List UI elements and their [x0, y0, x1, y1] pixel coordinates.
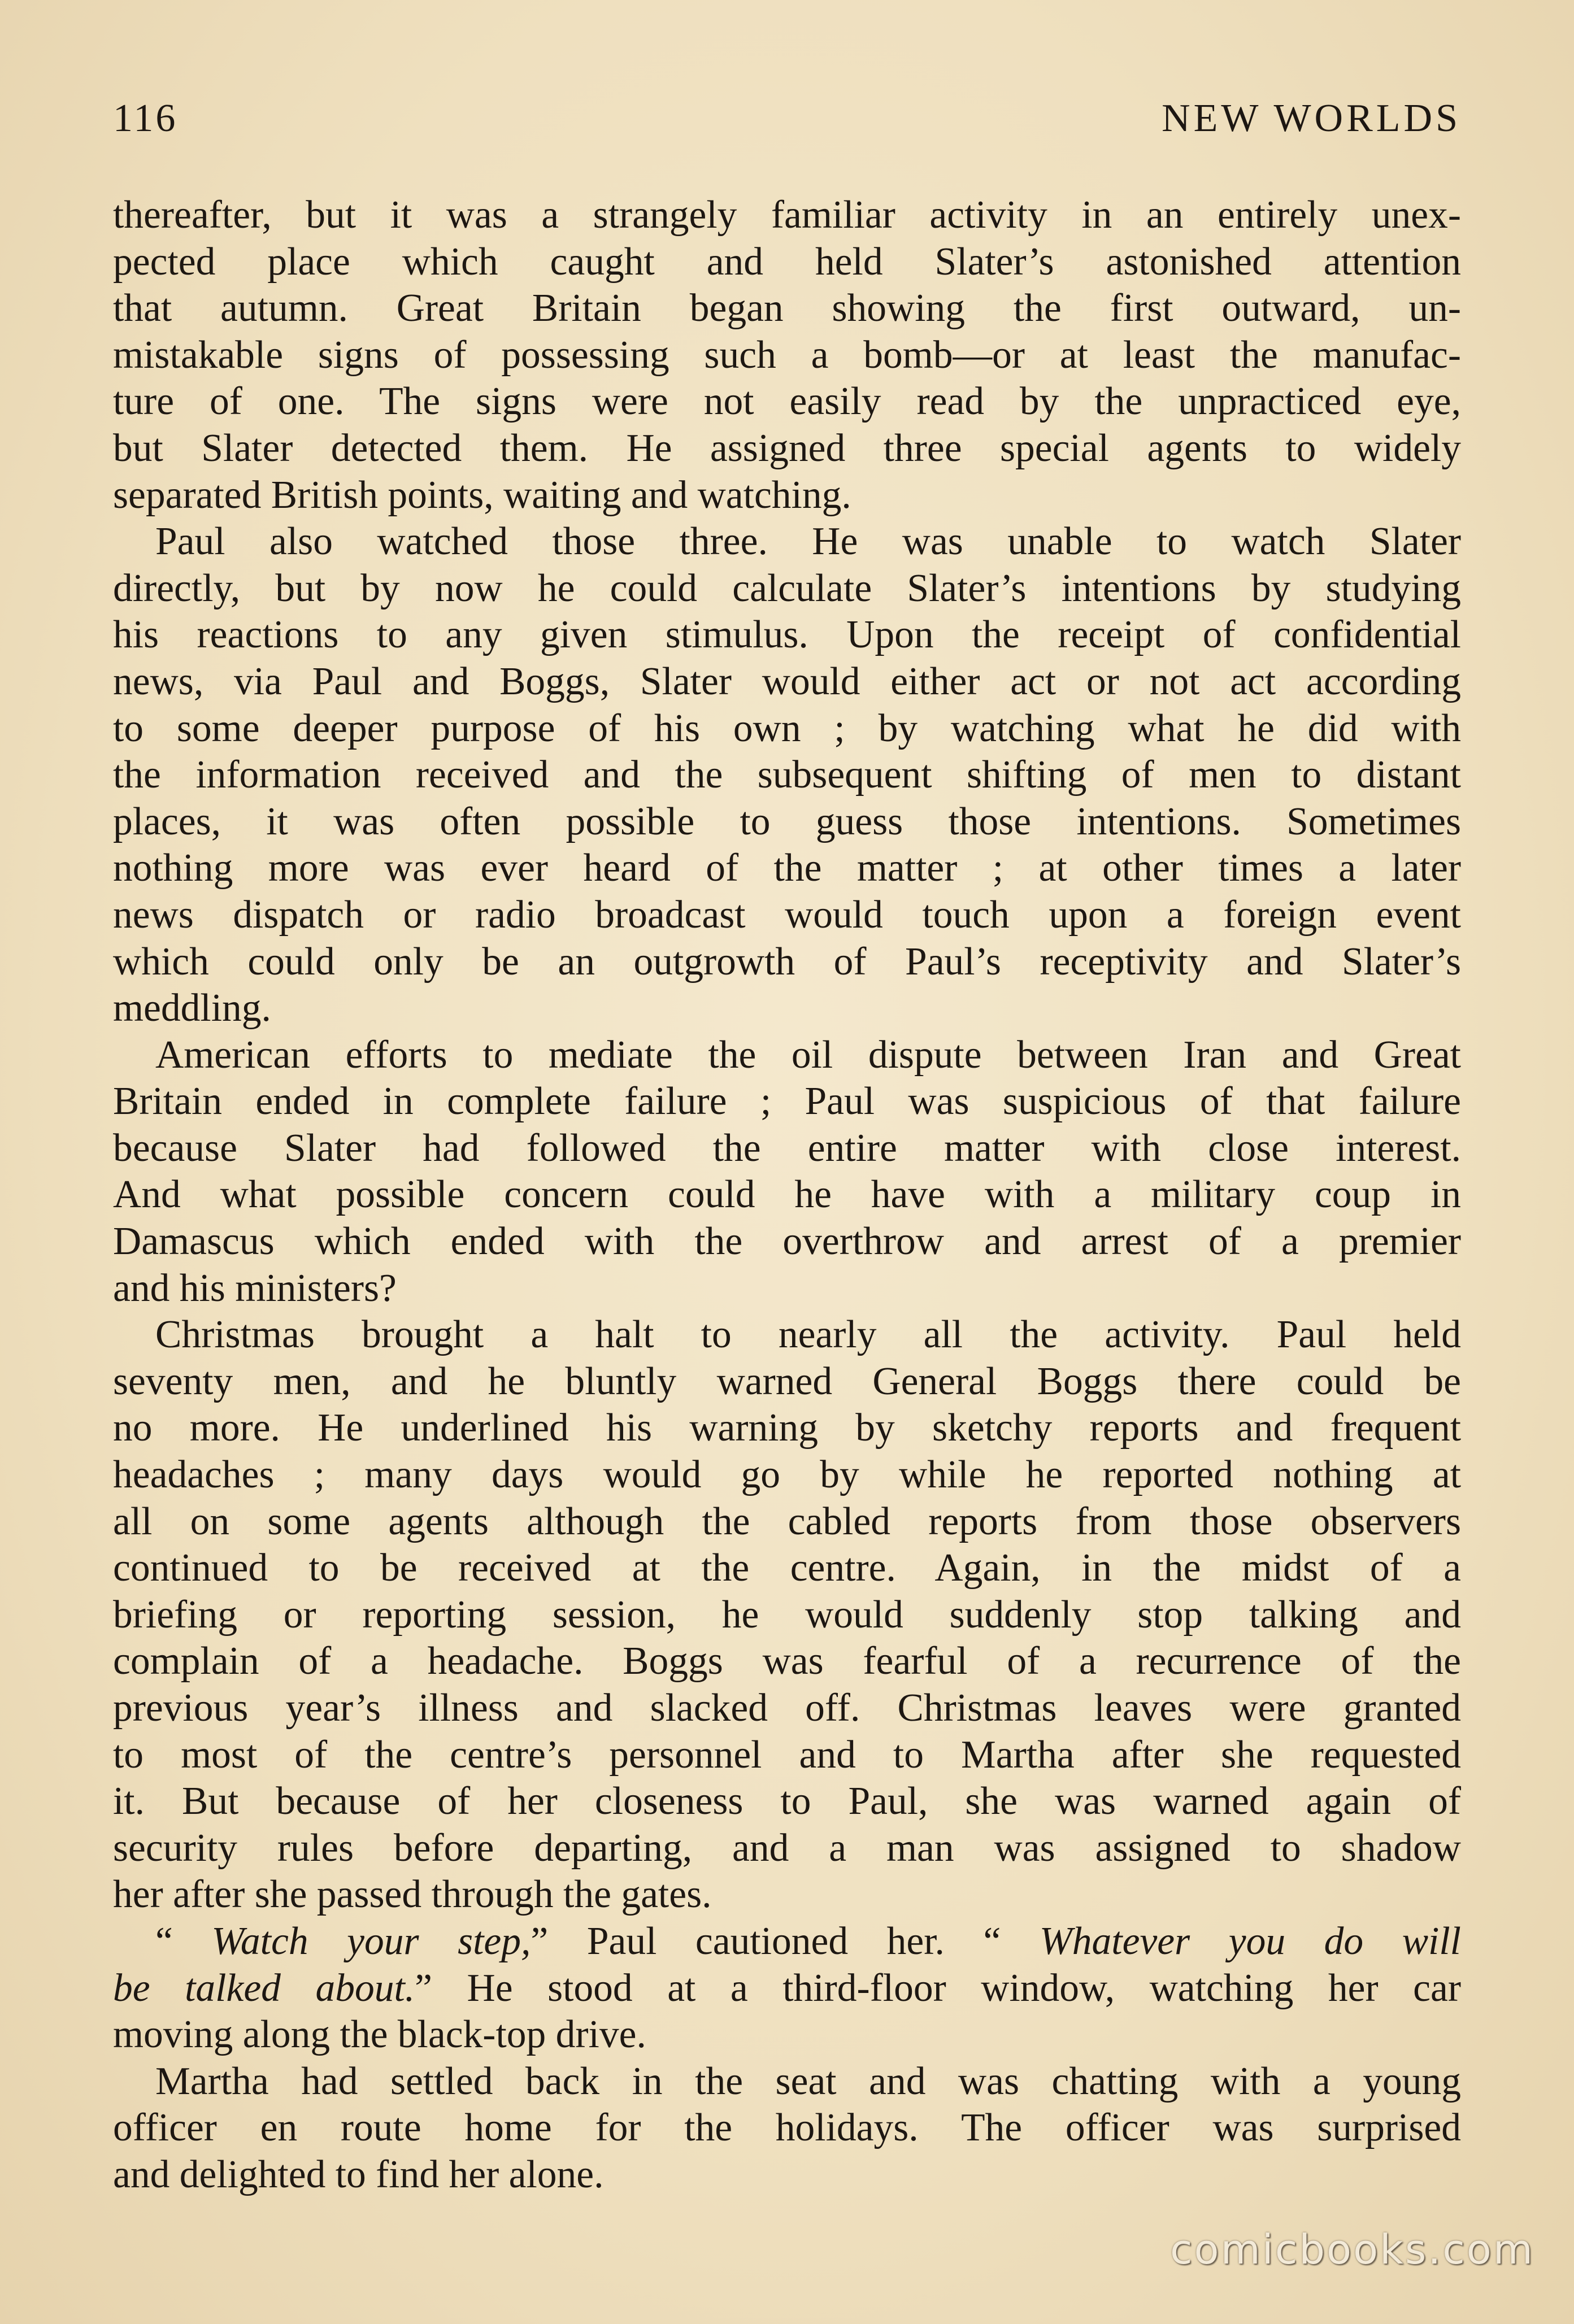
text-line: no more. He underlined his warning by sketchy reports and frequent — [113, 1406, 1461, 1450]
watermark: comicbooks.com — [1169, 2226, 1534, 2273]
text-line: meddling. — [113, 986, 271, 1030]
text-line: and delighted to find her alone. — [113, 2152, 604, 2196]
text-line: it. But because of her closeness to Paul, she was warned again of — [113, 1779, 1461, 1823]
text-line: officer en route home for the holidays. The officer was surprised — [113, 2106, 1461, 2150]
text-line: briefing or reporting session, he would suddenly stop talking and — [113, 1592, 1461, 1637]
page-number: 116 — [113, 97, 178, 140]
dialogue-line — [113, 1918, 1461, 1965]
text-line: continued to be received at the centre. Again, in the midst of a — [113, 1546, 1461, 1590]
text-line: that autumn. Great Britain began showing the first outward, un- — [113, 286, 1461, 330]
text-line: places, it was often possible to guess those intentions. Sometimes — [113, 799, 1461, 843]
book-title: NEW WORLDS — [1162, 97, 1461, 140]
italic-speech: Whatever you do will — [1039, 1919, 1461, 1963]
text-line: the information received and the subsequent shifting of men to distant — [113, 753, 1461, 797]
text-line: headaches ; many days would go by while he reported nothing at — [113, 1453, 1461, 1497]
text-line: which could only be an outgrowth of Paul’s receptivity and Slater’s — [113, 939, 1461, 983]
text-line: nothing more was ever heard of the matter ; at other times a later — [113, 846, 1461, 890]
text-line: previous year’s illness and slacked off. Christmas leaves were granted — [113, 1686, 1461, 1730]
text-line: Paul also watched those three. He was unable to watch Slater — [155, 520, 1461, 564]
text-line: because Slater had followed the entire matter with close interest. — [113, 1126, 1461, 1170]
text-line: her after she passed through the gates. — [113, 1873, 712, 1917]
text-line: ture of one. The signs were not easily read by the unpracticed eye, — [113, 380, 1461, 424]
running-head — [113, 96, 1461, 158]
text-line: pected place which caught and held Slater’s astonished attention — [113, 240, 1461, 284]
text-line: Britain ended in complete failure ; Paul was suspicious of that failure — [113, 1080, 1461, 1124]
text-line: thereafter, but it was a strangely familiar activity in an entirely unex- — [113, 193, 1461, 237]
text-line: mistakable signs of possessing such a bomb—or at least the manufac- — [113, 333, 1461, 377]
text-line: seventy men, and he bluntly warned General Boggs there could be — [113, 1359, 1461, 1403]
dialogue-line: moving along the black-top drive. — [113, 2013, 646, 2057]
text-line: news, via Paul and Boggs, Slater would either act or not act according — [113, 659, 1461, 703]
italic-speech: be talked about. — [113, 1966, 415, 2010]
dialogue-text: ” He stood at a third-floor window, watching her car — [415, 1966, 1461, 2010]
text-line: but Slater detected them. He assigned three special agents to widely — [113, 426, 1461, 470]
text-line: complain of a headache. Boggs was fearful of a recurrence of the — [113, 1639, 1461, 1683]
text-line: separated British points, waiting and watching. — [113, 473, 851, 517]
text-line: all on some agents although the cabled reports from those observers — [113, 1499, 1461, 1543]
text-line: Christmas brought a halt to nearly all the activity. Paul held — [155, 1313, 1461, 1357]
text-line: directly, but by now he could calculate Slater’s intentions by studying — [113, 566, 1461, 610]
text-line: and his ministers? — [113, 1266, 397, 1310]
text-line: to some deeper purpose of his own ; by watching what he did with — [113, 706, 1461, 750]
text-line: news dispatch or radio broadcast would touch upon a foreign event — [113, 893, 1461, 937]
text-line: his reactions to any given stimulus. Upon the receipt of confidential — [113, 613, 1461, 657]
quote-mark: “ — [155, 1919, 212, 1963]
italic-speech: Watch your step, — [211, 1919, 531, 1963]
text-line: And what possible concern could he have with a military coup in — [113, 1173, 1461, 1217]
text-line: security rules before departing, and a man was assigned to shadow — [113, 1826, 1461, 1870]
text-line: Damascus which ended with the overthrow and arrest of a premier — [113, 1220, 1461, 1264]
text-line: American efforts to mediate the oil dispute between Iran and Great — [155, 1033, 1461, 1077]
body-text — [113, 192, 1461, 2199]
dialogue-text: ” Paul cautioned her. “ — [531, 1919, 1040, 1963]
dialogue-line — [113, 1965, 1461, 2012]
text-line: Martha had settled back in the seat and was chatting with a young — [155, 2059, 1461, 2103]
text-line: to most of the centre’s personnel and to Martha after she requested — [113, 1733, 1461, 1777]
